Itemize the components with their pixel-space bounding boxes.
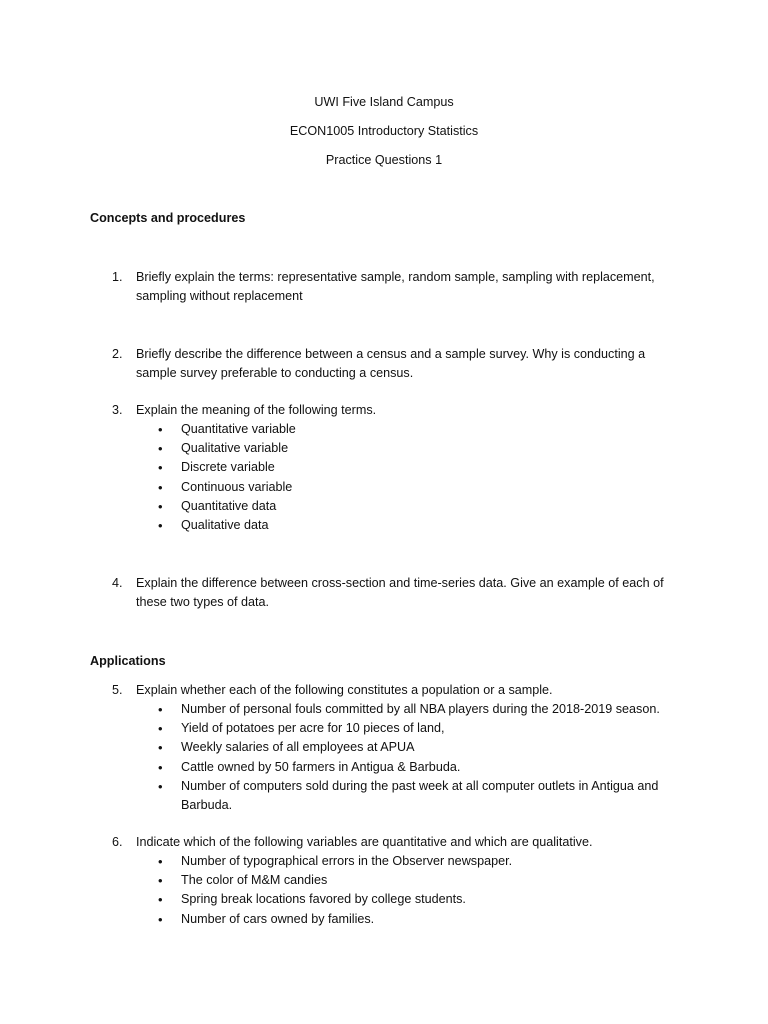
question-number: 1. bbox=[112, 270, 123, 284]
bullet-icon: • bbox=[158, 498, 163, 514]
question-number: 4. bbox=[112, 576, 123, 590]
bullet-icon: • bbox=[158, 518, 163, 534]
bullet-icon: • bbox=[158, 740, 163, 756]
list-item-text: Weekly salaries of all employees at APUA bbox=[181, 740, 415, 755]
list-item bbox=[136, 852, 676, 871]
bullet-icon: • bbox=[158, 892, 163, 908]
list-item-text: Spring break locations favored by college students. bbox=[181, 892, 466, 907]
question-number: 6. bbox=[112, 835, 123, 849]
list-item bbox=[136, 478, 676, 497]
list-item-text: Number of personal fouls committed by all NBA players during the 2018-2019 season. bbox=[181, 702, 660, 716]
list-item bbox=[136, 871, 676, 890]
question-number: 3. bbox=[112, 403, 123, 417]
list-item bbox=[136, 439, 676, 458]
bullet-icon: • bbox=[158, 422, 163, 437]
list-item-text: The color of M&M candies bbox=[181, 873, 328, 888]
bullet-icon: • bbox=[158, 460, 163, 476]
bullet-icon: • bbox=[158, 778, 163, 794]
list-item bbox=[136, 458, 676, 477]
list-item-text: Number of cars owned by families. bbox=[181, 911, 375, 926]
section-heading-concepts: Concepts and procedures bbox=[90, 211, 246, 225]
question-6-bullet-list bbox=[136, 852, 676, 929]
list-item-text: Quantitative variable bbox=[181, 422, 296, 436]
bullet-icon: • bbox=[158, 721, 163, 737]
question-text: Explain the difference between cross-section and time-series data. Give an example of each of these two types of data. bbox=[136, 576, 664, 609]
list-item-text: Qualitative variable bbox=[181, 441, 289, 456]
question-3-bullet-list bbox=[136, 420, 676, 535]
document-title: Practice Questions 1 bbox=[325, 153, 443, 167]
list-item bbox=[136, 719, 676, 738]
list-item bbox=[136, 777, 676, 815]
list-item-text: Number of typographical errors in the Observer newspaper. bbox=[181, 854, 513, 868]
list-item bbox=[136, 890, 676, 909]
question-text: Explain the meaning of the following terms. bbox=[136, 403, 377, 417]
question-text: Briefly explain the terms: representative sample, random sample, sampling with replacement, sampling without replacement bbox=[136, 270, 655, 303]
question-number: 5. bbox=[112, 683, 123, 697]
bullet-icon: • bbox=[158, 911, 163, 927]
list-item bbox=[136, 738, 676, 757]
campus-name: UWI Five Island Campus bbox=[314, 95, 454, 109]
question-5-bullet-list bbox=[136, 700, 676, 815]
list-item-text: Cattle owned by 50 farmers in Antigua & Barbuda. bbox=[181, 759, 461, 774]
list-item-text: Qualitative data bbox=[181, 518, 269, 533]
bullet-icon: • bbox=[158, 479, 163, 495]
bullet-icon: • bbox=[158, 441, 163, 457]
list-item bbox=[136, 516, 676, 535]
list-item-text: Quantitative data bbox=[181, 498, 277, 513]
list-item-text: Continuous variable bbox=[181, 479, 293, 494]
list-item bbox=[136, 420, 676, 439]
question-number: 2. bbox=[112, 347, 123, 361]
bullet-icon: • bbox=[158, 873, 163, 889]
bullet-icon: • bbox=[158, 702, 163, 717]
bullet-icon: • bbox=[158, 854, 163, 869]
question-text: Indicate which of the following variables are quantitative and which are qualitative. bbox=[136, 835, 593, 849]
bullet-icon: • bbox=[158, 759, 163, 775]
course-title: ECON1005 Introductory Statistics bbox=[289, 124, 479, 138]
question-text: Explain whether each of the following constitutes a population or a sample. bbox=[136, 683, 553, 697]
list-item-text: Number of computers sold during the past week at all computer outlets in Antigua and Barbuda. bbox=[181, 778, 659, 813]
list-item bbox=[136, 910, 676, 929]
list-item bbox=[136, 758, 676, 777]
list-item-text: Discrete variable bbox=[181, 460, 275, 475]
list-item-text: Yield of potatoes per acre for 10 pieces of land, bbox=[181, 721, 445, 736]
list-item bbox=[136, 497, 676, 516]
list-item bbox=[136, 700, 676, 719]
section-heading-applications: Applications bbox=[90, 654, 166, 668]
question-text: Briefly describe the difference between a census and a sample survey. Why is conducting a sample survey preferable to conducting a census. bbox=[136, 347, 646, 380]
